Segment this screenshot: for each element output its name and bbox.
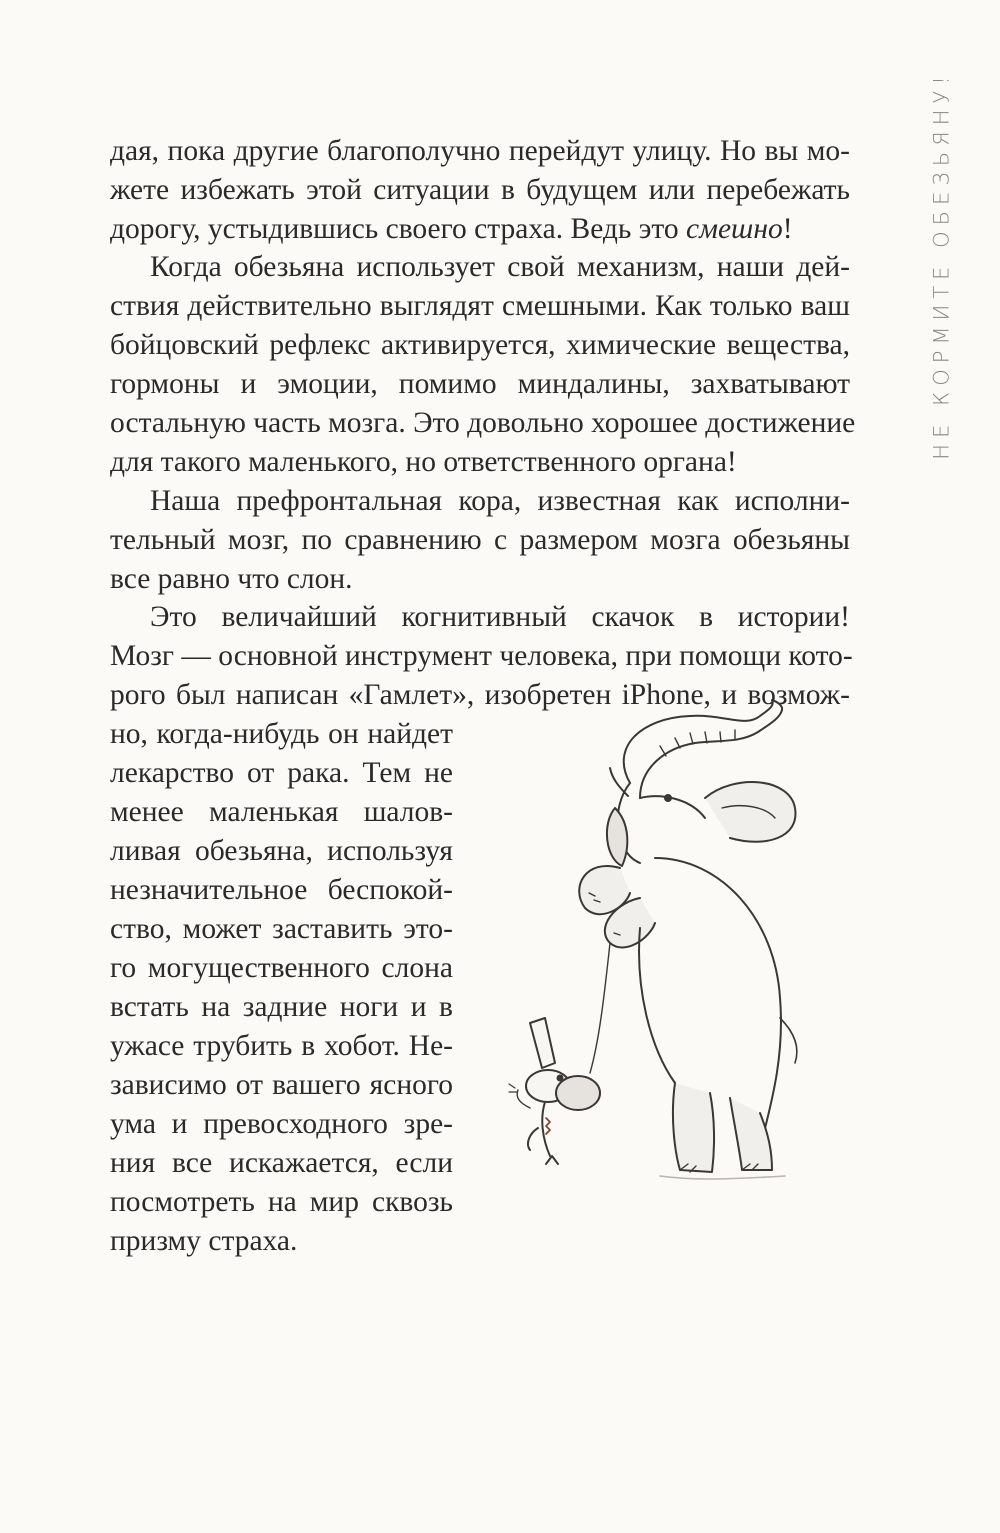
text-line: Когда обезьяна использует свой механизм, наши дей-: [150, 251, 850, 283]
text-line: [110, 210, 850, 248]
text-line: все равно что слон.: [110, 563, 353, 595]
text-line: призму страха.: [110, 1225, 298, 1257]
text-line: посмотреть на мир сквозь: [110, 1186, 453, 1218]
text-line: го могущественного слона: [110, 952, 453, 984]
text-line: встать на задние ноги и в: [110, 991, 453, 1023]
text-line: ливая обезьяна, используя: [110, 835, 453, 867]
text-line: незначительное беспокой-: [110, 874, 453, 906]
text-line: ума и превосходного зре-: [110, 1108, 453, 1140]
running-head-text: НЕ КОРМИТЕ ОБЕЗЬЯНУ!: [930, 70, 955, 460]
text-line: рого был написан «Гамлет», изобретен iPhone, и возмож-: [110, 679, 850, 711]
text-line: Это величайший когнитивный скачок в истории!: [150, 601, 850, 633]
text-line: зависимо от вашего ясного: [110, 1069, 453, 1101]
text-line: ужасе трубить в хобот. Не-: [110, 1030, 453, 1062]
text-line: Мозг — основной инструмент человека, при помощи кото-: [110, 640, 853, 672]
text-line: тельный мозг, по сравнению с размером мозга обезьяны: [110, 524, 850, 556]
text-line: бойцовский рефлекс активируется, химические вещества,: [110, 329, 850, 361]
text-line: но, когда-нибудь он найдет: [110, 718, 453, 750]
text-fragment: дорогу, устыдившись своего страха. Ведь это: [110, 213, 687, 245]
text-line: остальную часть мозга. Это довольно хорошее достижение: [110, 407, 856, 439]
text-line: гормоны и эмоции, помимо миндалины, захватывают: [110, 368, 850, 400]
text-line: ствия действительно выглядят смешными. Как только ваш: [110, 290, 850, 322]
text-line: Наша префронтальная кора, известная как исполни-: [150, 485, 850, 517]
text-fragment: !: [782, 213, 793, 245]
text-line: жете избежать этой ситуации в будущем или перебежать: [110, 174, 850, 206]
text-line: дая, пока другие благополучно перейдут улицу. Но вы мо-: [110, 135, 850, 167]
elephant-monkey-illustration: [490, 688, 860, 1188]
text-line: ния все искажается, если: [110, 1147, 453, 1179]
text-line: менее маленькая шалов-: [110, 796, 453, 828]
text-line: ство, может заставить это-: [110, 913, 453, 945]
text-line: лекарство от рака. Тем не: [110, 757, 453, 789]
emphasis-word: смешно: [686, 213, 783, 245]
text-line: для такого маленького, но ответственного органа!: [110, 446, 737, 478]
running-head: [922, 70, 962, 460]
